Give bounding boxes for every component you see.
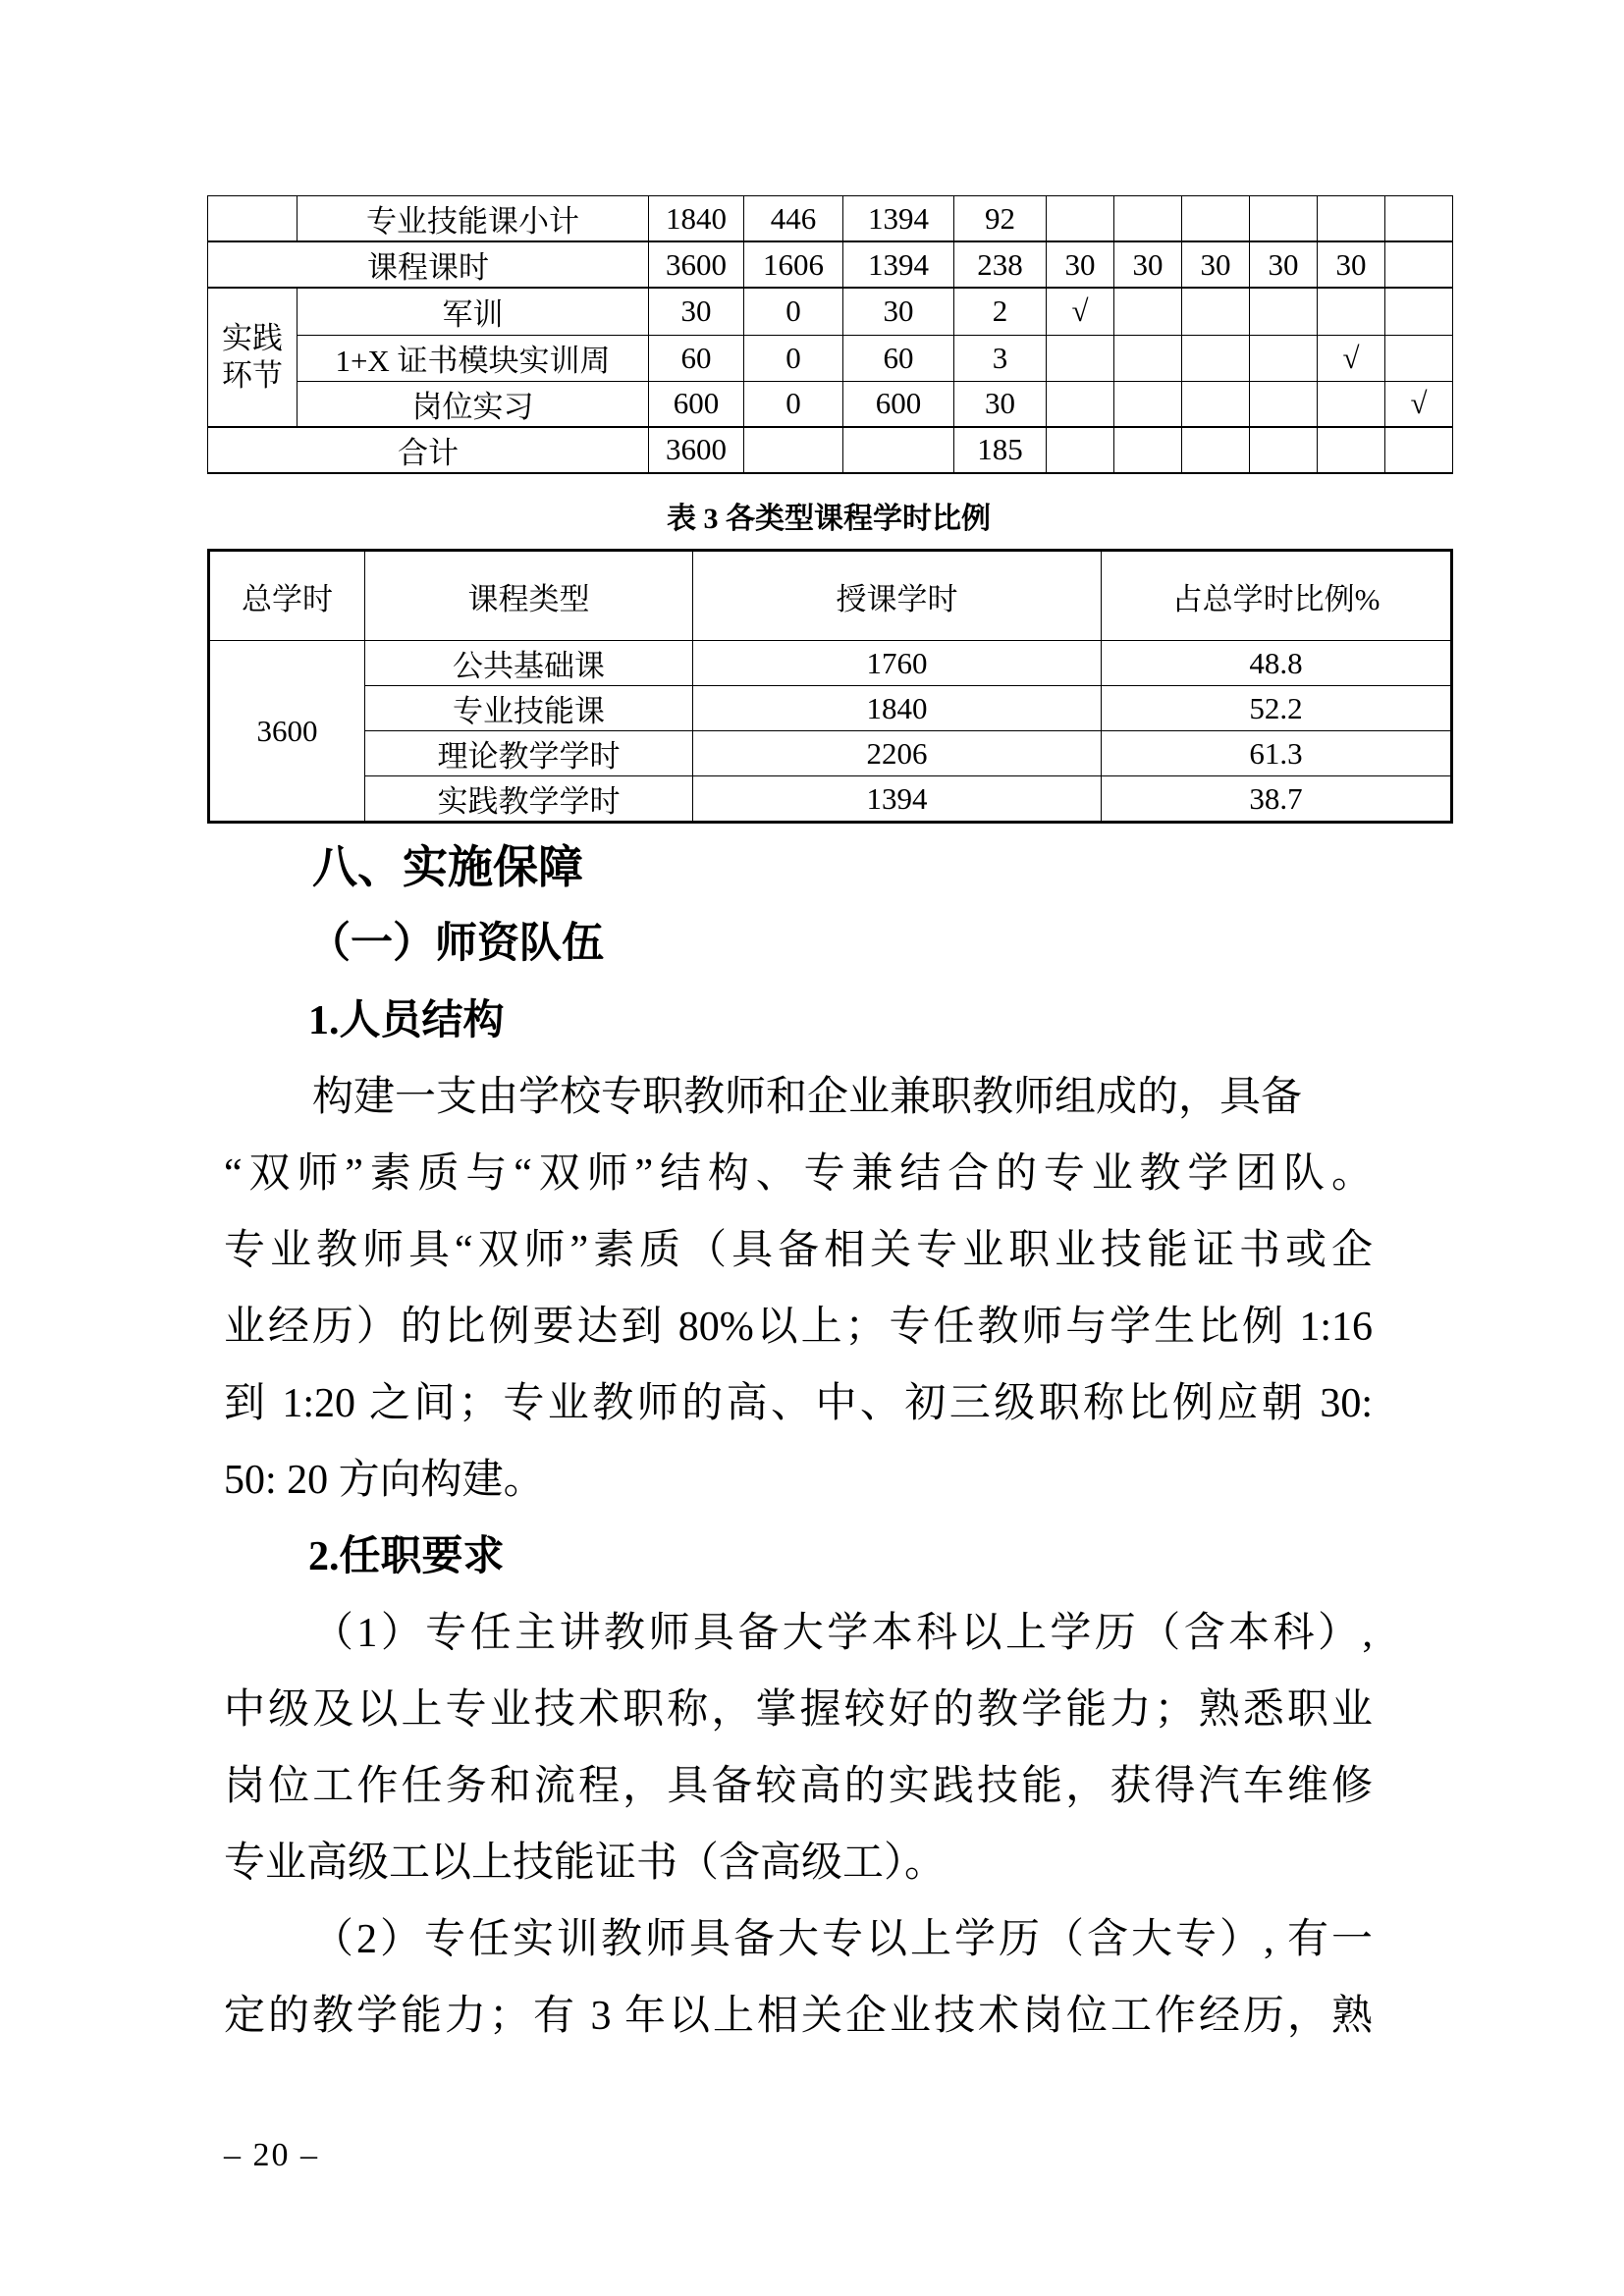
table-cell: 3600 (649, 427, 744, 473)
table-cell: 30 (649, 288, 744, 335)
text-line: （1）专任主讲教师具备大学本科以上学历（含本科）, (312, 1611, 1373, 1656)
table-cell: 238 (954, 241, 1047, 288)
table-cell (1318, 288, 1385, 335)
table-cell (1182, 288, 1250, 335)
table-cell (1182, 196, 1250, 242)
table-cell: 授课学时 (693, 551, 1102, 641)
table-row (208, 196, 1453, 242)
table-cell: 60 (649, 335, 744, 381)
table-cell: 合计 (208, 427, 649, 473)
table-cell (1385, 196, 1453, 242)
table-cell (1385, 427, 1453, 473)
table-cell: 30 (1250, 241, 1318, 288)
table-row (209, 641, 1452, 686)
table-row (208, 288, 1453, 335)
table-cell: 岗位实习 (298, 381, 649, 427)
table-cell (1318, 381, 1385, 427)
table-cell (1250, 335, 1318, 381)
table-cell: 3 (954, 335, 1047, 381)
course-hours-continuation-table (207, 195, 1453, 474)
table-cell: 61.3 (1102, 731, 1452, 776)
table-cell (843, 427, 954, 473)
text-line: 到 1:20 之间；专业教师的高、中、初三级职称比例应朝 30: (224, 1381, 1373, 1426)
text-line: 中级及以上专业技术职称，掌握较好的教学能力；熟悉职业 (224, 1687, 1373, 1733)
table-cell: 0 (744, 335, 843, 381)
section-heading: （一）师资队伍 (308, 921, 604, 967)
table-cell (1250, 381, 1318, 427)
table-cell (1114, 381, 1182, 427)
section-heading: 八、实施保障 (312, 842, 583, 892)
table-cell: 2 (954, 288, 1047, 335)
table-cell (1318, 427, 1385, 473)
table-cell: 30 (954, 381, 1047, 427)
table-cell: 0 (744, 288, 843, 335)
table-row (208, 335, 1453, 381)
table-cell: 38.7 (1102, 776, 1452, 823)
table-row (208, 381, 1453, 427)
table-cell (1385, 288, 1453, 335)
page-number: – 20 – (224, 2137, 319, 2173)
table-cell: 92 (954, 196, 1047, 242)
table (207, 549, 1453, 824)
table-cell: 1394 (843, 241, 954, 288)
text-line: 构建一支由学校专职教师和企业兼职教师组成的，具备 (312, 1075, 1303, 1120)
text-line: “双师”素质与“双师”结构、专兼结合的专业教学团队。 (224, 1151, 1373, 1197)
table-cell: 3600 (649, 241, 744, 288)
table-cell: 52.2 (1102, 686, 1452, 731)
table-cell (1318, 196, 1385, 242)
table-cell: 1+X 证书模块实训周 (298, 335, 649, 381)
text-line: 岗位工作任务和流程，具备较高的实践技能，获得汽车维修 (224, 1764, 1373, 1809)
text-line: 专业高级工以上技能证书（含高级工）。 (224, 1841, 947, 1886)
table-cell: 30 (843, 288, 954, 335)
table-cell: 课程类型 (365, 551, 693, 641)
checkmark-cell: √ (1318, 335, 1385, 381)
text-line: 定的教学能力；有 3 年以上相关企业技术岗位工作经历，熟 (224, 1994, 1373, 2039)
table-cell: 30 (1318, 241, 1385, 288)
text-line: （2）专任实训教师具备大专以上学历（含大专）, 有一 (312, 1917, 1373, 1962)
table-cell: 185 (954, 427, 1047, 473)
table-cell: 600 (649, 381, 744, 427)
table-caption: 表 3 各类型课程学时比例 (667, 503, 991, 535)
table-cell: 446 (744, 196, 843, 242)
table-cell: 总学时 (209, 551, 365, 641)
table-cell (1047, 381, 1114, 427)
hours-ratio-table (207, 549, 1453, 824)
table-cell (744, 427, 843, 473)
table-cell: 3600 (209, 641, 365, 823)
table-cell (1114, 288, 1182, 335)
table-cell: 48.8 (1102, 641, 1452, 686)
table-cell: 理论教学学时 (365, 731, 693, 776)
table-row (209, 551, 1452, 641)
table-row (209, 686, 1452, 731)
table-cell (208, 196, 298, 242)
table-cell: 实践教学学时 (365, 776, 693, 823)
table-cell (1250, 196, 1318, 242)
table-row (209, 776, 1452, 823)
table-cell: 1606 (744, 241, 843, 288)
table-cell (1182, 427, 1250, 473)
table-cell: 军训 (298, 288, 649, 335)
table-cell: 1840 (693, 686, 1102, 731)
table-cell: 课程课时 (208, 241, 649, 288)
table-cell (1182, 381, 1250, 427)
table-cell: 30 (1182, 241, 1250, 288)
table-cell (1047, 196, 1114, 242)
table-cell (1114, 335, 1182, 381)
table-cell: 0 (744, 381, 843, 427)
table-cell: 专业技能课 (365, 686, 693, 731)
table-cell: 公共基础课 (365, 641, 693, 686)
table-cell (1047, 427, 1114, 473)
table-cell (1385, 241, 1453, 288)
table-cell (1250, 288, 1318, 335)
table-cell: 占总学时比例% (1102, 551, 1452, 641)
table-cell (1114, 196, 1182, 242)
checkmark-cell: √ (1047, 288, 1114, 335)
table-cell: 30 (1047, 241, 1114, 288)
text-line: 专业教师具“双师”素质（具备相关专业职业技能证书或企 (224, 1228, 1373, 1273)
table-cell (1047, 335, 1114, 381)
table-cell: 1840 (649, 196, 744, 242)
table-cell: 60 (843, 335, 954, 381)
checkmark-cell: √ (1385, 381, 1453, 427)
table-cell: 600 (843, 381, 954, 427)
table-row (208, 427, 1453, 473)
table-cell: 30 (1114, 241, 1182, 288)
table-cell (1385, 335, 1453, 381)
table-cell: 实践环节 (208, 288, 298, 427)
table-row (208, 241, 1453, 288)
body-text (224, 829, 1373, 2055)
text-line: 业经历）的比例要达到 80%以上；专任教师与学生比例 1:16 (224, 1305, 1373, 1350)
table-cell (1114, 427, 1182, 473)
table-cell: 1394 (693, 776, 1102, 823)
table-cell: 专业技能课小计 (298, 196, 649, 242)
section-heading: 1.人员结构 (308, 998, 505, 1043)
table-cell: 1394 (843, 196, 954, 242)
table (207, 195, 1453, 474)
text-line: 50: 20 方向构建。 (224, 1458, 545, 1503)
table-cell (1182, 335, 1250, 381)
table-cell: 1760 (693, 641, 1102, 686)
table-cell: 2206 (693, 731, 1102, 776)
section-heading: 2.任职要求 (308, 1534, 505, 1579)
table-row (209, 731, 1452, 776)
table-cell (1250, 427, 1318, 473)
